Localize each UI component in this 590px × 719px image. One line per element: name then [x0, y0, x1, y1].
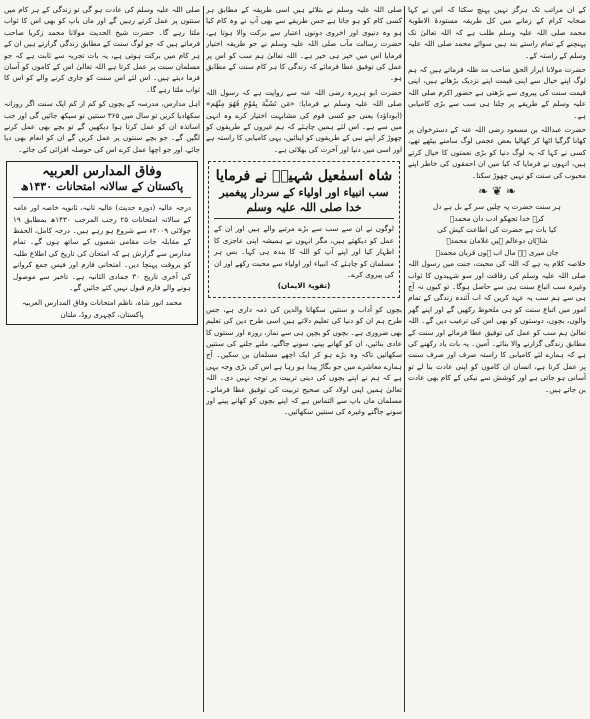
poem [408, 201, 586, 258]
left-column [4, 4, 200, 714]
ornament-divider: ❧ ❦ ❧ [478, 184, 516, 199]
announcement-body: درجہ عالیہ (دورہ حدیث) عالیہ ثانیہ، ثانویہ خاصہ اور عامہ کے سالانہ امتحانات ۲۵ رجب المرجب ۱۴۳۰ھ بمطابق ۱۹ جولائی ۲۰۰۹ء سے شروع ہو رہے ہیں۔ درجہ کامل، الحفظ کے مقابلہ جات مقامی شعبوں کے ساتھ ہوں گے۔ تمام مدارس سے گزارش ہے کہ امتحان کی تاریخ کی اطلاع طلبہ کو بروقت پہنچا دیں۔ امتحانی فارم اور فیس جمع کروانے کی آخری تاریخ ۳۰ جمادی الثانیہ ہے۔ تاخیر سے موصول ہونے والے فارم قبول نہیں کئے جائیں گے۔ [13, 203, 191, 292]
poem-line: ہر سنت حضرت پہ چلیں سر کے بل ہے دل [433, 202, 561, 212]
quote-title: شاہ اسمٰعیل شہیدؒ نے فرمایا [215, 168, 393, 185]
paragraph: حضرت مولانا ابرار الحق صاحب مد ظلہ فرماتے ہیں کہ ہم لوگ اپنے خیال سے اپنی قیمت اپنے نزدیک بڑھاتے ہیں، اپنی قیمت سنت کی پیروی سے بڑھتی ہے حضور اکرم صلی اللہ علیہ وسلم کے طریقے پر چلنا ہی سب سے بڑی کامیابی ہے۔ [408, 65, 586, 120]
paragraph: صلی اللہ علیہ وسلم نے بتلائے ہیں اسی طریقہ کے مطابق ہر کسی کام کو ہو جاتا ہے جس طریقے سے بھی آپ نے وہ کام کیا ہو وہ دنیوی اور اخروی دونوں اعتبار سے برکت والا ہوتا ہے، حضرت رسالت مآب صلی اللہ علیہ وسلم نے جو طریقہ اختیار فرمایا اس میں خیر ہی خیر ہے۔ اللہ تعالیٰ ہم سب کو اس پر عمل کی توفیق عطا فرمائے کہ زندگی کا ہر کام سنت کے مطابق ہو۔ [206, 5, 402, 83]
announcement-footer: محمد انور شاہ، ناظم امتحانات وفاق المدارس العربیہ پاکستان، کچہری روڈ، ملتان [22, 298, 182, 319]
quote-body: لوگوں نے ان سے سب سے بڑے مرتبے والے ہیں اور ان کے عمل کو دیکھتے ہیں، مگر انہوں نے ہمیشہ اپنی عاجزی کا اظہار کیا اور اپنے آپ کو اللہ کا بندہ ہی کہا۔ بس ہر مسلمان کو چاہئے کہ انبیاء اور اولیاء سے محبت رکھے اور ان کی پیروی کرے۔ [214, 224, 394, 279]
right-column [408, 4, 586, 714]
paragraph: حضرت ابو ہریرہ رضی اللہ عنہ سے روایت ہے کہ رسول اللہ صلی اللہ علیہ وسلم نے فرمایا: «مَن تَشَبَّهَ بِقَوْمٍ فَهُوَ مِنْهُم» (ابوداؤد) یعنی جو کسی قوم کی مشابہت اختیار کرے وہ انہی میں سے ہے۔ اس لئے ہمیں چاہئے کہ ہم غیروں کے طریقوں کو چھوڑ کر اپنے نبی کے طریقوں کو اپنائیں، یہی کامیابی کا راستہ ہے اور اسی میں دنیا اور آخرت کی بھلائی ہے۔ [206, 87, 402, 154]
paragraph: خلاصہ کلام یہ ہے کہ اللہ کی محبت، جنت میں رسول اللہ صلی اللہ علیہ وسلم کی رفاقت اور سو شہیدوں کا ثواب وغیرہ سب اتباع سنت ہی سے حاصل ہوگا۔ تو کیوں نہ آج ہی سے ہم سب یہ عہد کریں کہ اب آئندہ زندگی کے تمام امور میں اتباع سنت کو ہی ملحوظ رکھیں گے اور اپنے گھر والوں، بچوں، دوستوں کو بھی اس کی ترغیب دیں گے۔ اللہ تعالیٰ ہم سب کو عمل کی توفیق عطا فرمائے اور سنت کے مطابق زندگی گزارنے والا بنائے۔ آمین۔ یہ بات یاد رکھنے کی ہے کہ ہمارے لئے کامیابی کا راستہ صرف اور صرف سنت پر عمل کرنا ہے، انسان ان کاموں کو اپنی عادت بنا لے تو آسانی ہو جاتی ہے اور کوشش سے نیکی کے کام بھی عادت بن جاتے ہیں۔ [408, 259, 586, 394]
paragraph: صلی اللہ علیہ وسلم کی عادت ہو گی تو زندگی کے ہر کام میں سنتوں پر عمل کرتے رہیں گے اور ماں باپ کو بھی اس کا ثواب ملتا رہے گا۔ حضرت شیخ الحدیث مولانا محمد زکریا صاحب فرماتے ہیں کہ جو لوگ سنت کے مطابق زندگی گزارتے ہیں ان کے ہر کام میں برکت ہوتی ہے، یہ بات تجربہ سے ثابت ہے کہ جو مسلمان سنت پر عمل کرتا ہے اللہ تعالیٰ اس کے کاموں کو آسان فرما دیتے ہیں۔ اس لئے اس سنت کو جاری کرنے والے کو اس کا ثواب ملتا رہے گا۔ [4, 5, 200, 94]
exam-announcement-box [6, 161, 198, 325]
announcement-subtitle: پاکستان کے سالانہ امتحانات ۱۴۳۰ھ [20, 179, 184, 193]
quote-box [208, 161, 400, 297]
quote-subtitle: سب انبیاء اور اولیاء کے سردار پیغمبر خدا صلی اللہ علیہ وسلم [214, 185, 394, 219]
poem-line: شاہان دوعالم ہیں غلامان محمدؐ [446, 236, 548, 246]
poem-line: جان میری ہے مال اب ہوں قربان محمدؐ [435, 247, 559, 257]
middle-column [206, 4, 402, 714]
poem-line: کیا بات ہے حضرت کی اطاعت کیش کی [437, 224, 557, 234]
paragraph: بچوں کو آداب و سنتیں سکھانا والدین کی ذمہ داری ہے، جس طرح ہم ان کو دنیا کی تعلیم دلاتے ہیں اسی طرح دین کی تعلیم بھی ضروری ہے۔ بچوں کو بچپن ہی سے نماز، روزہ اور سنتوں کا عادی بنائیں، ان کو کھانے پینے، سونے جاگنے، ملنے جلنے کی سنتیں سکھائیں تاکہ وہ بڑے ہو کر ایک اچھے مسلمان بن سکیں۔ آج ہمارے معاشرے میں جو بگاڑ پیدا ہو رہا ہے اس کی بڑی وجہ یہی ہے کہ ہم نے اپنے بچوں کی دینی تربیت پر توجہ نہیں دی۔ اللہ تعالیٰ ہمیں اپنی اولاد کی صحیح تربیت کی توفیق عطا فرمائے۔ مسلمان ماں باپ سے التماس ہے کہ اپنے بچوں کو کھانے پینے اور سونے جاگنے وغیرہ کی سنتیں سکھائیں۔ [206, 304, 402, 417]
paragraph: کے ان مراتب تک ہرگز نہیں پہنچ سکتا کہ اس نے کہا صحابہ کرام کے زمانے میں کل طریقہ مستودۃ الاطوبۃ محمد صلی اللہ علیہ وسلم طلب ہے کہ اللہ تعالیٰ تک پہنچنے کے تمام راستے بند ہیں سوائے محمد صلی اللہ علیہ وسلم کے راستہ کے۔ [408, 5, 586, 60]
paragraph: اہل مدارس، مدرسہ کے بچوں کو کم از کم ایک سنت اگر روزانہ سکھادیا کریں تو سال میں ۳۶۵ سنتیں تو سیکھ جائیں گی اور جب اساتذہ ان کو عمل کرتا ہوا دیکھیں گے تو بچے بھی عمل کرنے لگیں گے۔ جو بچے سنتوں پر عمل کریں گے ان کو انعام بھی دیا جائے، اور جو اچھا عمل کرے اس کی حوصلہ افزائی کی جائے۔ [4, 99, 200, 154]
paragraph: حضرت عبداللہ بن مسعود رضی اللہ عنہ کے دسترخوان پر کھانا گرگیا اٹھا کر کھالیا بعض عجمی لوگ سامنے بیٹھے تھے، کسی نے کہا کہ یہ لوگ دنیا کو بڑی نعمتوں کا خیال کرتے ہیں، انہوں نے فرمایا کہ کیا میں ان احمقوں کی خاطر اپنے محبوب کی سنت کو نہیں چھوڑ سکتا۔ [408, 125, 586, 180]
column-divider [404, 6, 405, 712]
poem-line: کرے خدا تجھکو ادب دان محمدؐ [449, 213, 545, 223]
column-divider [203, 6, 204, 712]
announcement-title: وفاق المدارس العربیہ [42, 164, 162, 180]
quote-source: (تقویۃ الایمان) [277, 281, 331, 291]
announcement-divider [13, 195, 191, 198]
